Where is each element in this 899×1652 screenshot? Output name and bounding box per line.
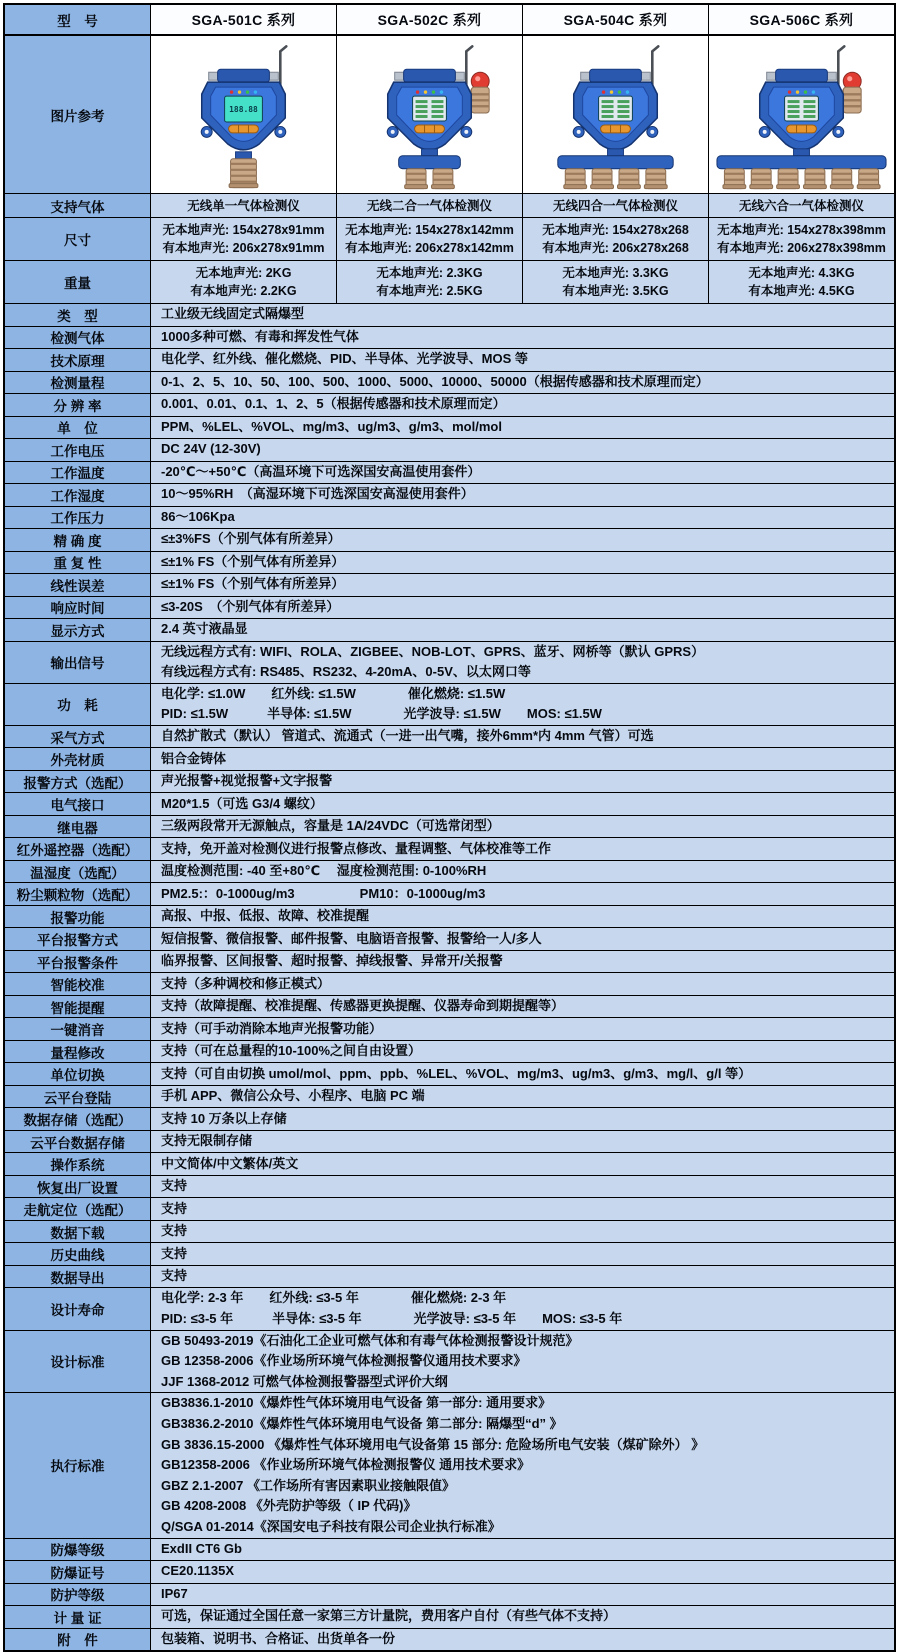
detector-cap — [404, 69, 456, 82]
spec-value — [151, 507, 894, 529]
product-cell — [151, 194, 337, 217]
spec-label: 设计寿命 — [5, 1288, 151, 1329]
spec-label: 一键消音 — [5, 1018, 151, 1040]
product-image-sga-502c — [337, 36, 523, 193]
product-cell — [523, 261, 709, 303]
spec-row — [5, 906, 894, 929]
spec-value — [151, 1086, 894, 1108]
model-header-cell: SGA-501C 系列 — [151, 5, 337, 34]
spec-label: 检测气体 — [5, 327, 151, 349]
product-row-weight — [5, 261, 894, 304]
spec-label: 工作压力 — [5, 507, 151, 529]
detector-cap — [218, 69, 270, 82]
spec-value — [151, 928, 894, 950]
spec-label: 继电器 — [5, 816, 151, 838]
product-cell-line: 有本地声光: 206x278x268 — [542, 241, 689, 256]
spec-row — [5, 1153, 894, 1176]
spec-value-line: 有线远程方式有: RS485、RS232、4-20mA、0-5V、以太网口等 — [161, 664, 531, 680]
spec-label: 智能校准 — [5, 973, 151, 995]
spec-row — [5, 417, 894, 440]
spec-value — [151, 619, 894, 641]
spec-label: 功 耗 — [5, 684, 151, 725]
spec-row — [5, 372, 894, 395]
product-cell-line: 有本地声光: 3.5KG — [562, 284, 669, 299]
spec-value-line: GB12358-2006 《作业场所环境气体检测报警仪 通用技术要求》 — [161, 1457, 531, 1473]
spec-row — [5, 1243, 894, 1266]
spec-label: 工作湿度 — [5, 484, 151, 506]
product-cell — [337, 218, 523, 260]
spec-value — [151, 484, 894, 506]
spec-value — [151, 1131, 894, 1153]
spec-value-line: 支持 — [161, 1178, 188, 1194]
spec-value — [151, 1153, 894, 1175]
spec-value-line: M20*1.5（可选 G3/4 螺纹） — [161, 795, 323, 811]
spec-row — [5, 861, 894, 884]
spec-label: 类 型 — [5, 304, 151, 326]
spec-value-line: GB3836.2-2010《爆炸性气体环境用电气设备 第二部分: 隔爆型“d” 》 — [161, 1415, 563, 1431]
spec-value-line: 临界报警、区间报警、超时报警、掉线报警、异常开/关报警 — [161, 953, 503, 969]
spec-label: 设计标准 — [5, 1331, 151, 1393]
spec-value-line: 可选，保证通过全国任意一家第三方计量院，费用客户自付（有些气体不支持） — [161, 1608, 617, 1624]
spec-row — [5, 951, 894, 974]
spec-label: 重 复 性 — [5, 552, 151, 574]
status-led — [804, 90, 807, 93]
spec-value — [151, 1176, 894, 1198]
spec-row — [5, 1041, 894, 1064]
spec-row — [5, 1393, 894, 1538]
spec-row — [5, 816, 894, 839]
spec-row — [5, 996, 894, 1019]
spec-row — [5, 642, 894, 684]
spec-row — [5, 394, 894, 417]
product-spec-table — [3, 3, 896, 1652]
spec-label: 电气接口 — [5, 793, 151, 815]
spec-row — [5, 973, 894, 996]
spec-value-line: 支持（故障提醒、校准提醒、传感器更换提醒、仪器寿命到期提醒等） — [161, 998, 565, 1014]
spec-label: 云平台登陆 — [5, 1086, 151, 1108]
product-cell-line: 无本地声光: 3.3KG — [562, 265, 669, 280]
product-cell-line: 无线六合一气体检测仪 — [738, 198, 864, 213]
spec-label: 防爆等级 — [5, 1539, 151, 1561]
product-image-sga-506c — [709, 36, 894, 193]
spec-value-line: 包装箱、说明书、合格证、出货单各一份 — [161, 1630, 396, 1646]
product-image-sga-501c — [151, 36, 337, 193]
spec-value-line: 高报、中报、低报、故障、校准提醒 — [161, 908, 370, 924]
spec-label: 工作温度 — [5, 462, 151, 484]
status-led — [416, 90, 419, 93]
spec-label: 温湿度（选配） — [5, 861, 151, 883]
spec-value-line: PM2.5:：0-1000ug/m3 PM10：0-1000ug/m3 — [161, 885, 486, 901]
product-cell — [709, 218, 894, 260]
spec-value-line: 支持（可自由切换 umol/mol、ppm、ppb、%LEL、%VOL、mg/m3、ug/m3、g/m3、mg/l、g/l 等） — [161, 1065, 752, 1081]
product-cell — [523, 218, 709, 260]
spec-value — [151, 1331, 894, 1393]
product-cell-line: 无本地声光: 2.3KG — [376, 265, 483, 280]
spec-value-line: 0-1、2、5、10、50、100、500、1000、5000、10000、50000（根据传感器和技术原理而定） — [161, 373, 709, 389]
status-led — [230, 90, 233, 93]
spec-row — [5, 793, 894, 816]
spec-value — [151, 951, 894, 973]
spec-value — [151, 552, 894, 574]
spec-row — [5, 883, 894, 906]
status-led — [812, 90, 815, 93]
spec-value-line: PID: ≤3-5 年 半导体: ≤3-5 年 光学波导: ≤3-5 年 MOS: ≤3-5 年 — [161, 1310, 623, 1326]
spec-row — [5, 1018, 894, 1041]
spec-value-line: 短信报警、微信报警、邮件报警、电脑语音报警、报警给一人/多人 — [161, 930, 542, 946]
spec-value — [151, 1288, 894, 1329]
product-cell-line: 无线二合一气体检测仪 — [366, 198, 492, 213]
spec-value-line: CE20.1135X — [161, 1563, 235, 1579]
keypad — [787, 124, 817, 132]
spec-value — [151, 906, 894, 928]
spec-row — [5, 462, 894, 485]
spec-label: 数据存储（选配） — [5, 1108, 151, 1130]
image-row-label: 图片参考 — [5, 36, 151, 193]
product-cell-line: 无线单一气体检测仪 — [187, 198, 300, 213]
spec-value-line: Q/SGA 01-2014《深国安电子科技有限公司企业执行标准》 — [161, 1518, 501, 1534]
detector-cap — [590, 69, 642, 82]
spec-row — [5, 304, 894, 327]
product-cell-line: 有本地声光: 206x278x91mm — [162, 241, 325, 256]
spec-value — [151, 748, 894, 770]
spec-value — [151, 816, 894, 838]
spec-value — [151, 1584, 894, 1606]
spec-label: 报警方式（选配） — [5, 771, 151, 793]
spec-label: 恢复出厂设置 — [5, 1176, 151, 1198]
spec-row — [5, 439, 894, 462]
spec-label: 平台报警条件 — [5, 951, 151, 973]
spec-row — [5, 619, 894, 642]
manifold — [399, 155, 461, 168]
spec-label: 输出信号 — [5, 642, 151, 683]
spec-row — [5, 1288, 894, 1330]
product-cell — [151, 261, 337, 303]
spec-value — [151, 349, 894, 371]
spec-row — [5, 1266, 894, 1289]
product-row-support — [5, 194, 894, 218]
product-cell-line: 无本地声光: 154x278x142mm — [345, 222, 514, 237]
keypad — [601, 124, 631, 132]
spec-value — [151, 394, 894, 416]
spec-value-line: 支持 — [161, 1245, 188, 1261]
status-led — [618, 90, 621, 93]
product-cell — [523, 194, 709, 217]
spec-row — [5, 484, 894, 507]
spec-value — [151, 1198, 894, 1220]
spec-value — [151, 1629, 894, 1651]
image-reference-row — [5, 36, 894, 194]
spec-row — [5, 1086, 894, 1109]
spec-value-line: 支持 10 万条以上存储 — [161, 1110, 287, 1126]
product-cell-line: 无本地声光: 2KG — [195, 265, 292, 280]
product-cell-line: 无本地声光: 4.3KG — [748, 265, 855, 280]
spec-value-line: ExdII CT6 Gb — [161, 1540, 242, 1556]
spec-value — [151, 1539, 894, 1561]
spec-value-line: JJF 1368-2012 可燃气体检测报警器型式评价大纲 — [161, 1373, 448, 1389]
spec-label: 单位切换 — [5, 1063, 151, 1085]
spec-value-line: 支持（可在总量程的10-100%之间自由设置） — [161, 1043, 422, 1059]
status-led — [254, 90, 257, 93]
model-header-cell: SGA-502C 系列 — [337, 5, 523, 34]
spec-value — [151, 771, 894, 793]
spec-label: 云平台数据存储 — [5, 1131, 151, 1153]
product-row-label: 支持气体 — [5, 194, 151, 217]
product-cell-line: 无本地声光: 154x278x268 — [542, 222, 689, 237]
spec-row — [5, 349, 894, 372]
spec-value-line: 2.4 英寸液晶显 — [161, 621, 248, 637]
spec-row — [5, 552, 894, 575]
spec-row — [5, 1629, 894, 1651]
product-cell-line: 无本地声光: 154x278x91mm — [162, 222, 325, 237]
spec-value-line: 温度检测范围: -40 至+80℃ 湿度检测范围: 0-100%RH — [161, 863, 487, 879]
spec-row — [5, 1606, 894, 1629]
spec-row — [5, 507, 894, 530]
spec-label: 工作电压 — [5, 439, 151, 461]
product-row-label: 重量 — [5, 261, 151, 303]
spec-value-line: 86～106Kpa — [161, 508, 235, 524]
gas-detector-illustration — [151, 40, 336, 190]
status-led — [610, 90, 613, 93]
gas-detector-illustration — [523, 40, 708, 190]
gas-detector-illustration — [337, 40, 522, 190]
spec-label: 智能提醒 — [5, 996, 151, 1018]
spec-value-line: 中文简体/中文繁体/英文 — [161, 1155, 299, 1171]
product-cell-line: 有本地声光: 2.2KG — [190, 284, 297, 299]
spec-value-line: GBZ 2.1-2007 《工作场所有害因素职业接触限值》 — [161, 1477, 455, 1493]
keypad — [415, 124, 445, 132]
spec-label: 检测量程 — [5, 372, 151, 394]
spec-value-line: GB 4208-2008 《外壳防护等级（ IP 代码)》 — [161, 1498, 417, 1514]
spec-row — [5, 1131, 894, 1154]
product-cell-line: 无本地声光: 154x278x398mm — [717, 222, 886, 237]
spec-value-line: 支持，免开盖对检测仪进行报警点修改、量程调整、气体校准等工作 — [161, 840, 552, 856]
spec-label: 红外遥控器（选配） — [5, 838, 151, 860]
product-cell-line: 无线四合一气体检测仪 — [552, 198, 678, 213]
spec-value-line: GB 3836.15-2000 《爆炸性气体环境用电气设备第 15 部分: 危险场所电气安装（煤矿除外） 》 — [161, 1436, 705, 1452]
spec-value — [151, 327, 894, 349]
model-header-cell: SGA-504C 系列 — [523, 5, 709, 34]
manifold — [717, 155, 886, 168]
model-header-cell: SGA-506C 系列 — [709, 5, 894, 34]
spec-row — [5, 574, 894, 597]
spec-row — [5, 838, 894, 861]
spec-label: 量程修改 — [5, 1041, 151, 1063]
spec-label: 报警功能 — [5, 906, 151, 928]
spec-value — [151, 439, 894, 461]
model-header-row — [5, 5, 894, 36]
spec-label: 防护等级 — [5, 1584, 151, 1606]
status-led — [246, 90, 249, 93]
spec-row — [5, 1063, 894, 1086]
spec-value-line: 支持（多种调校和修正模式） — [161, 975, 331, 991]
spec-value — [151, 883, 894, 905]
spec-value-line: 支持（可手动消除本地声光报警功能） — [161, 1020, 383, 1036]
spec-row — [5, 1108, 894, 1131]
spec-value — [151, 417, 894, 439]
spec-value — [151, 304, 894, 326]
spec-row — [5, 1539, 894, 1562]
spec-label: 数据下载 — [5, 1221, 151, 1243]
spec-value-line: ≤3-20S （个别气体有所差异） — [161, 598, 340, 614]
spec-value-line: 无线远程方式有: WIFI、ROLA、ZIGBEE、NOB-LOT、GPRS、蓝牙、网桥等（默认 GPRS） — [161, 643, 705, 659]
spec-value-line: 1000多种可燃、有毒和挥发性气体 — [161, 328, 359, 344]
status-led — [626, 90, 629, 93]
spec-value-line: 支持无限制存储 — [161, 1133, 253, 1149]
spec-row — [5, 327, 894, 350]
spec-value-line: ≤±3%FS（个别气体有所差异） — [161, 531, 341, 547]
spec-label: 分 辨 率 — [5, 394, 151, 416]
spec-label: 防爆证号 — [5, 1561, 151, 1583]
spec-label: 精 确 度 — [5, 529, 151, 551]
spec-value-line: 铝合金铸体 — [161, 750, 227, 766]
spec-row — [5, 684, 894, 726]
spec-value — [151, 838, 894, 860]
spec-value-line: PID: ≤1.5W 半导体: ≤1.5W 光学波导: ≤1.5W MOS: ≤1.5W — [161, 706, 602, 722]
spec-label: 技术原理 — [5, 349, 151, 371]
detector-cap — [776, 69, 828, 82]
keypad — [229, 124, 259, 132]
product-cell-line: 有本地声光: 206x278x398mm — [717, 241, 886, 256]
spec-value-line: PPM、%LEL、%VOL、mg/m3、ug/m3、g/m3、mol/mol — [161, 418, 502, 434]
spec-value-line: 声光报警+视觉报警+文字报警 — [161, 773, 333, 789]
product-image-sga-504c — [523, 36, 709, 193]
spec-label: 平台报警方式 — [5, 928, 151, 950]
spec-value — [151, 642, 894, 683]
spec-row — [5, 771, 894, 794]
spec-value-line: -20℃～+50℃（高温环境下可选深国安高温使用套件） — [161, 463, 481, 479]
product-cell — [337, 194, 523, 217]
spec-value — [151, 1561, 894, 1583]
spec-row — [5, 1221, 894, 1244]
product-cell-line: 有本地声光: 2.5KG — [376, 284, 483, 299]
product-cell-line: 有本地声光: 206x278x142mm — [345, 241, 514, 256]
product-cell — [337, 261, 523, 303]
spec-value — [151, 1606, 894, 1628]
spec-row — [5, 1561, 894, 1584]
lcd-reading: 188.88 — [229, 104, 258, 114]
spec-value — [151, 1393, 894, 1537]
spec-value — [151, 861, 894, 883]
spec-value — [151, 1063, 894, 1085]
spec-value — [151, 1041, 894, 1063]
spec-row — [5, 529, 894, 552]
spec-value — [151, 793, 894, 815]
spec-label: 显示方式 — [5, 619, 151, 641]
spec-value — [151, 597, 894, 619]
spec-value — [151, 996, 894, 1018]
spec-value — [151, 529, 894, 551]
spec-value-line: DC 24V (12-30V) — [161, 441, 261, 457]
spec-row — [5, 597, 894, 620]
spec-value-line: 支持 — [161, 1268, 188, 1284]
manifold — [558, 155, 673, 168]
spec-value-line: 工业级无线固定式隔爆型 — [161, 306, 305, 322]
spec-value-line: 手机 APP、微信公众号、小程序、电脑 PC 端 — [161, 1088, 425, 1104]
spec-value-line: 自然扩散式（默认） 管道式、流通式（一进一出气嘴，接外6mm*内 4mm 气管）可选 — [161, 728, 654, 744]
spec-label: 历史曲线 — [5, 1243, 151, 1265]
spec-value-line: ≤±1% FS（个别气体有所差异） — [161, 576, 345, 592]
spec-label: 粉尘颗粒物（选配） — [5, 883, 151, 905]
spec-label: 计 量 证 — [5, 1606, 151, 1628]
spec-label: 走航定位（选配） — [5, 1198, 151, 1220]
spec-value — [151, 1108, 894, 1130]
status-led — [796, 90, 799, 93]
spec-row — [5, 1198, 894, 1221]
spec-value — [151, 726, 894, 748]
spec-label: 响应时间 — [5, 597, 151, 619]
spec-value — [151, 1243, 894, 1265]
spec-label: 数据导出 — [5, 1266, 151, 1288]
product-cell-line: 有本地声光: 4.5KG — [748, 284, 855, 299]
spec-label: 操作系统 — [5, 1153, 151, 1175]
spec-value — [151, 684, 894, 725]
spec-value — [151, 973, 894, 995]
product-cell — [709, 261, 894, 303]
spec-label: 采气方式 — [5, 726, 151, 748]
spec-row — [5, 1331, 894, 1394]
spec-value — [151, 372, 894, 394]
spec-row — [5, 1176, 894, 1199]
spec-label: 执行标准 — [5, 1393, 151, 1537]
spec-label: 外壳材质 — [5, 748, 151, 770]
status-led — [788, 90, 791, 93]
status-led — [432, 90, 435, 93]
spec-row — [5, 928, 894, 951]
product-row-label: 尺寸 — [5, 218, 151, 260]
spec-value-line: 10～95%RH （高湿环境下可选深国安高湿使用套件） — [161, 486, 474, 502]
spec-value-line: GB3836.1-2010《爆炸性气体环境用电气设备 第一部分: 通用要求》 — [161, 1395, 552, 1411]
status-led — [238, 90, 241, 93]
spec-value-line: IP67 — [161, 1585, 188, 1601]
product-cell — [151, 218, 337, 260]
model-header-label: 型 号 — [5, 5, 151, 34]
gas-detector-illustration — [709, 40, 894, 190]
spec-value-line: 支持 — [161, 1223, 188, 1239]
spec-value-line: 电化学、红外线、催化燃烧、PID、半导体、光学波导、MOS 等 — [161, 351, 528, 367]
spec-value-line: 0.001、0.01、0.1、1、2、5（根据传感器和技术原理而定） — [161, 396, 506, 412]
status-led — [424, 90, 427, 93]
spec-value-line: 三级两段常开无源触点，容量是 1A/24VDC（可选常闭型） — [161, 818, 500, 834]
spec-label: 附 件 — [5, 1629, 151, 1651]
spec-value — [151, 1221, 894, 1243]
spec-value-line: GB 50493-2019《石油化工企业可燃气体和有毒气体检测报警设计规范》 — [161, 1332, 579, 1348]
spec-row — [5, 748, 894, 771]
spec-row — [5, 1584, 894, 1607]
spec-value-line: 电化学: ≤1.0W 红外线: ≤1.5W 催化燃烧: ≤1.5W — [161, 685, 506, 701]
spec-value-line: ≤±1% FS（个别气体有所差异） — [161, 553, 345, 569]
spec-label: 线性误差 — [5, 574, 151, 596]
product-cell — [709, 194, 894, 217]
status-led — [602, 90, 605, 93]
spec-value-line: 电化学: 2-3 年 红外线: ≤3-5 年 催化燃烧: 2-3 年 — [161, 1290, 507, 1306]
status-led — [440, 90, 443, 93]
spec-value — [151, 1266, 894, 1288]
product-row-size — [5, 218, 894, 261]
spec-value — [151, 1018, 894, 1040]
spec-value — [151, 574, 894, 596]
spec-value-line: 支持 — [161, 1200, 188, 1216]
spec-label: 单 位 — [5, 417, 151, 439]
spec-value-line: GB 12358-2006《作业场所环境气体检测报警仪通用技术要求》 — [161, 1353, 527, 1369]
spec-row — [5, 726, 894, 749]
spec-value — [151, 462, 894, 484]
